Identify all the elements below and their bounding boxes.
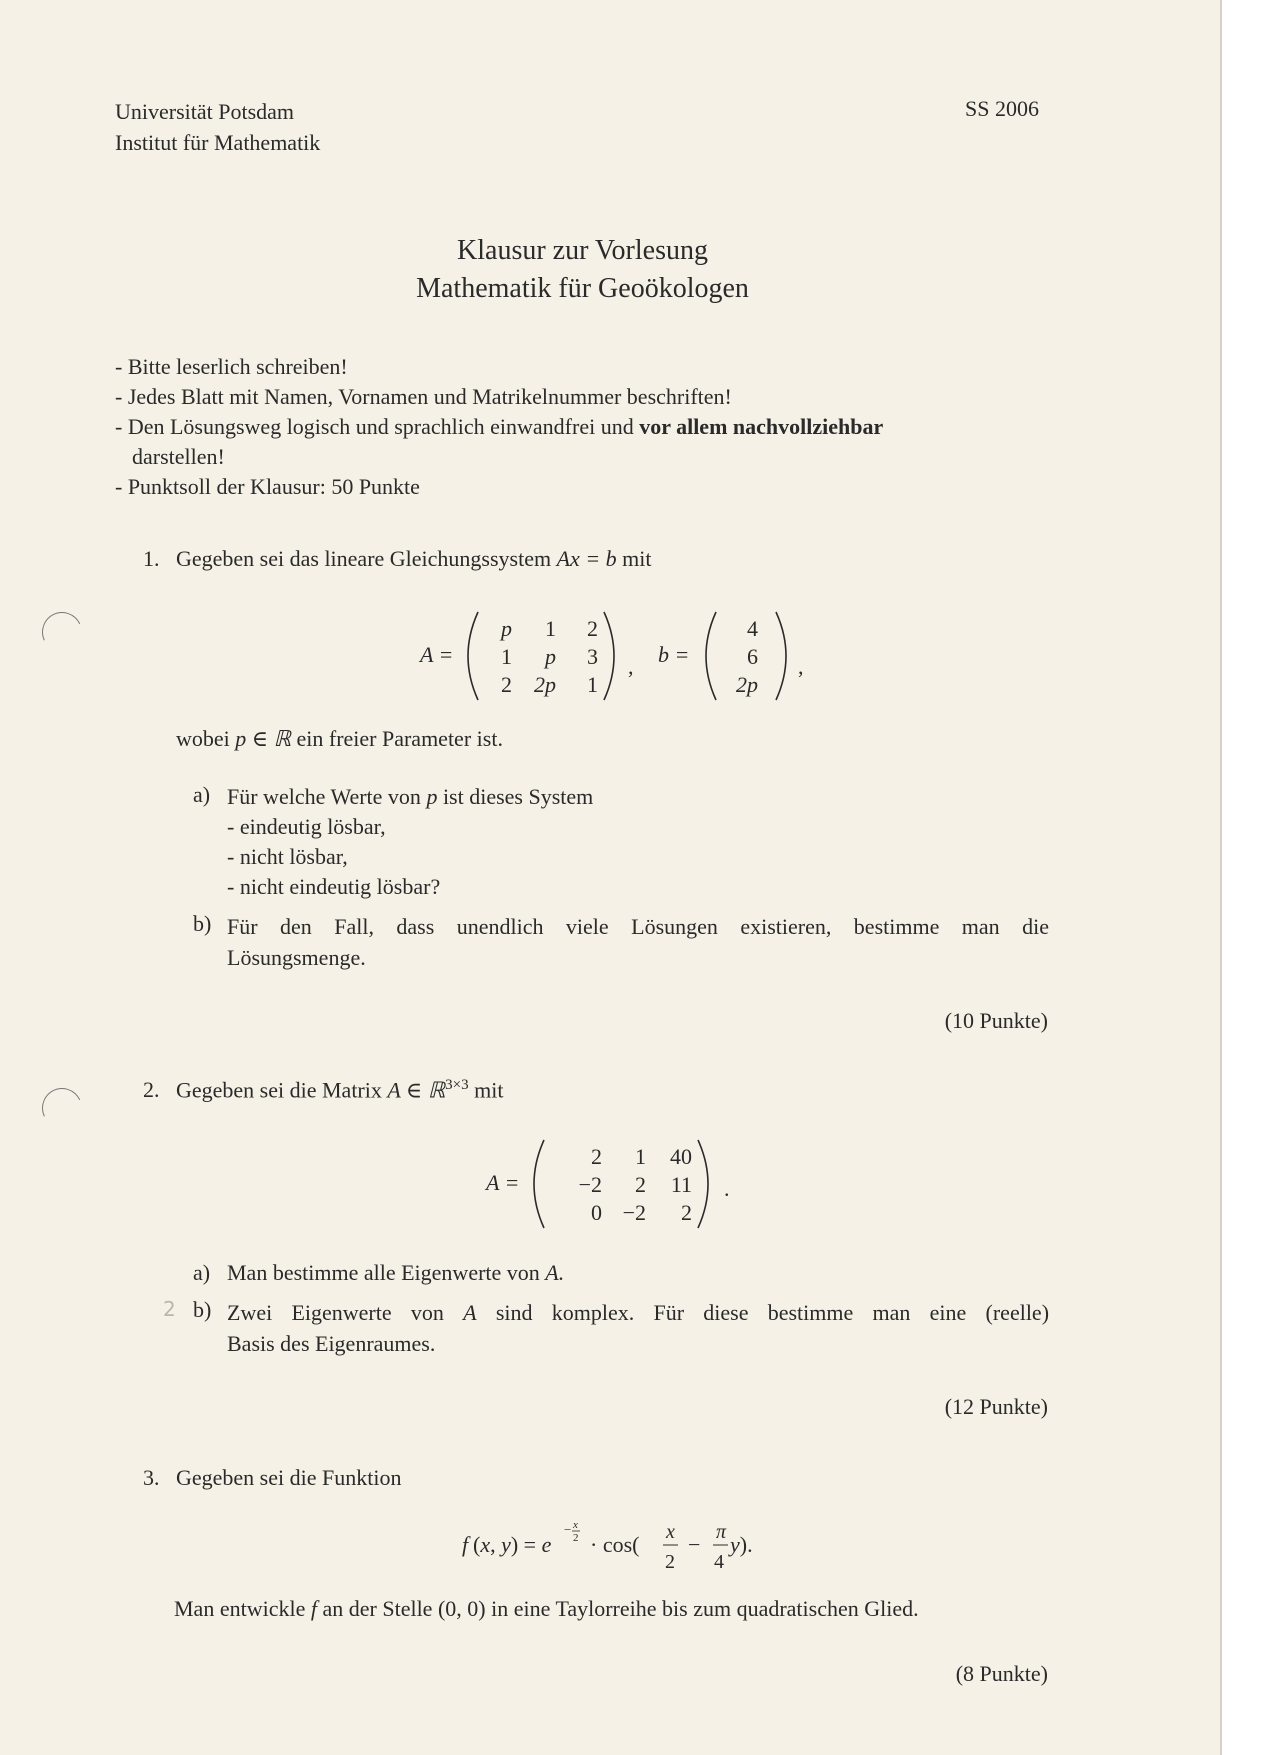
formula-exp-den: 2: [573, 1532, 579, 1544]
task1-part-b: [227, 911, 1049, 973]
task2-part-b: [227, 1297, 1049, 1359]
punch-hole-top: [36, 606, 87, 657]
task1-intro-text: Gegeben sei das lineare Gleichungssystem: [176, 546, 552, 571]
handwritten-margin-mark: 2: [163, 1297, 176, 1321]
task2-A-cell-r0-c1: 1: [635, 1144, 646, 1169]
task2-intro-math: A ∈ ℝ: [387, 1077, 446, 1103]
title-line-2: Mathematik für Geoökologen: [416, 273, 749, 304]
task2-b-line-2: Basis des Eigenraumes.: [227, 1331, 436, 1356]
task1-comma-2: ,: [798, 654, 804, 679]
b-post: sind komplex. Für diese bestimme man eine (reelle): [495, 1300, 1050, 1325]
task1-a-item-1: - eindeutig lösbar,: [227, 814, 386, 839]
task2-A-cell-r2-c0: 0: [591, 1200, 602, 1225]
institute-name: Institut für Mathematik: [115, 130, 321, 155]
task1-b-left-bracket: [706, 612, 716, 700]
task1-b-right-bracket: [776, 612, 786, 700]
exam-title: [0, 232, 1165, 308]
task1-A-cell-r1-c0: 1: [501, 644, 512, 669]
formula-lhs: f: [462, 1532, 469, 1557]
b-pre: Zwei Eigenwerte von: [227, 1300, 444, 1325]
task3-formula: [462, 1508, 782, 1578]
task1-equation: Ax = b: [556, 546, 617, 571]
task1-part-a: [227, 782, 593, 902]
university-name: Universität Potsdam: [115, 99, 295, 124]
task2-period: .: [724, 1176, 730, 1201]
formula-exp-num: x: [573, 1519, 578, 1531]
task2-A-cell-r1-c2: 11: [670, 1172, 692, 1197]
task2-A-cell-r1-c1: 2: [635, 1172, 646, 1197]
task1-A-right-bracket: [604, 612, 614, 700]
task2-matrix-A-cells: [579, 1144, 692, 1225]
a-pre: Für welche Werte von: [227, 784, 421, 809]
task1-b-cell-r1-c0: 6: [747, 644, 758, 669]
task1-A-cell-r0-c1: 1: [545, 616, 556, 641]
task2-A-cell-r1-c0: −2: [578, 1172, 602, 1197]
task2-label-A: A =: [486, 1170, 520, 1195]
task1-a-question: [227, 782, 593, 812]
task3-text-var: f: [310, 1596, 317, 1621]
task1-intro: [176, 546, 652, 572]
task1-b-line-1: Für den Fall, dass unendlich viele Lösungen existieren, bestimme man die: [227, 914, 1049, 939]
task1-b-cell-r2-c0: 2p: [736, 672, 758, 697]
task1-number: 1.: [143, 546, 160, 571]
semester-label: SS 2006: [965, 96, 1039, 121]
task2-intro-end: mit: [474, 1077, 504, 1103]
formula-end: y).: [730, 1532, 753, 1557]
task3-text-pre: Man entwickle: [174, 1596, 306, 1621]
rule-3-emphasis: vor allem nachvollziehbar: [639, 414, 884, 439]
param-pre: wobei: [176, 726, 230, 751]
rule-1: - Bitte leserlich schreiben!: [115, 354, 348, 379]
task1-label-A: A =: [420, 642, 454, 667]
rule-4: - Punktsoll der Klausur: 50 Punkte: [115, 474, 420, 499]
task1-parameter-note: [176, 726, 503, 752]
task2-intro: [176, 1077, 503, 1103]
task3-text-post: an der Stelle (0, 0) in eine Taylorreihe bis zum quadratischen Glied.: [322, 1596, 919, 1621]
task3-instruction: [174, 1596, 919, 1622]
b-var: A: [463, 1300, 477, 1325]
task1-label-b: b =: [658, 642, 690, 667]
task1-A-left-bracket: [468, 612, 478, 700]
task1-A-cell-r0-c2: 2: [587, 616, 598, 641]
formula-cos: · cos(: [590, 1532, 640, 1557]
task1-vector-b-cells: [736, 616, 758, 697]
task2-A-cell-r2-c1: −2: [622, 1200, 646, 1225]
exam-rules: [115, 352, 883, 502]
formula-minus: −: [688, 1532, 701, 1557]
task3-intro: Gegeben sei die Funktion: [176, 1465, 402, 1490]
task2-A-cell-r0-c0: 2: [591, 1144, 602, 1169]
task2-points: (12 Punkte): [944, 1394, 1048, 1419]
rule-2: - Jedes Blatt mit Namen, Vornamen und Matrikelnummer beschriften!: [115, 384, 732, 409]
task3-points: (8 Punkte): [955, 1661, 1048, 1686]
task2-intro-text: Gegeben sei die Matrix: [176, 1077, 382, 1103]
param-math: p ∈ ℝ: [235, 726, 291, 751]
task2-A-cell-r2-c2: 2: [681, 1200, 692, 1225]
task2-a-label: a): [193, 1260, 211, 1285]
formula-frac1-den: 2: [665, 1551, 675, 1573]
a-post: ist dieses System: [442, 784, 594, 809]
formula-frac2-num: π: [716, 1521, 727, 1543]
task2-b-line-1: [227, 1297, 1049, 1328]
task2-a-var: A.: [545, 1260, 565, 1285]
task1-A-cell-r0-c0: p: [501, 616, 512, 641]
task1-b-cell-r0-c0: 4: [747, 616, 758, 641]
rule-3: [115, 412, 883, 442]
formula-frac2-den: 4: [714, 1551, 724, 1573]
task1-b-label: b): [193, 911, 212, 936]
task2-part-a: [227, 1260, 564, 1286]
task2-a-text: Man bestimme alle Eigenwerte von: [227, 1260, 540, 1285]
task1-comma-1: ,: [628, 654, 634, 679]
task3-number: 3.: [143, 1465, 160, 1490]
formula-exponent: −: [564, 1522, 572, 1537]
task1-A-cell-r2-c0: 2: [501, 672, 512, 697]
task2-b-label: b): [193, 1297, 212, 1322]
task1-system-matrices: [420, 606, 820, 706]
rule-3-continued: darstellen!: [132, 444, 225, 469]
task2-matrix: [486, 1134, 746, 1234]
param-post: ein freier Parameter ist.: [296, 726, 503, 751]
task1-intro-end: mit: [622, 546, 652, 571]
task1-a-item-3: - nicht eindeutig lösbar?: [227, 874, 441, 899]
task2-number: 2.: [143, 1077, 160, 1102]
rule-3-text: - Den Lösungsweg logisch und sprachlich einwandfrei und: [115, 414, 640, 439]
task2-A-left-bracket: [534, 1140, 544, 1228]
task2-A-cell-r0-c2: 40: [670, 1144, 692, 1169]
task1-a-item-2: - nicht lösbar,: [227, 844, 348, 869]
task2-intro-sup: 3×3: [445, 1077, 469, 1093]
task1-A-cell-r1-c2: 3: [587, 644, 598, 669]
formula-frac1-num: x: [666, 1521, 675, 1543]
header-institution: [115, 96, 320, 158]
task1-a-label: a): [193, 782, 211, 807]
punch-hole-bottom: [36, 1082, 87, 1133]
task1-b-line-2: Lösungsmenge.: [227, 945, 366, 970]
task1-A-cell-r1-c1: p: [545, 644, 556, 669]
title-line-1: Klausur zur Vorlesung: [457, 235, 708, 266]
task1-matrix-A-cells: [499, 616, 598, 697]
task1-A-cell-r2-c2: 1: [587, 672, 598, 697]
task2-A-right-bracket: [698, 1140, 708, 1228]
task1-A-cell-r2-c1: 2p: [534, 672, 556, 697]
scan-page-edge: [1220, 0, 1275, 1755]
a-var: p: [426, 784, 438, 809]
formula-lhs-args: (x, y) = e: [473, 1532, 552, 1557]
task1-points: (10 Punkte): [944, 1008, 1048, 1033]
